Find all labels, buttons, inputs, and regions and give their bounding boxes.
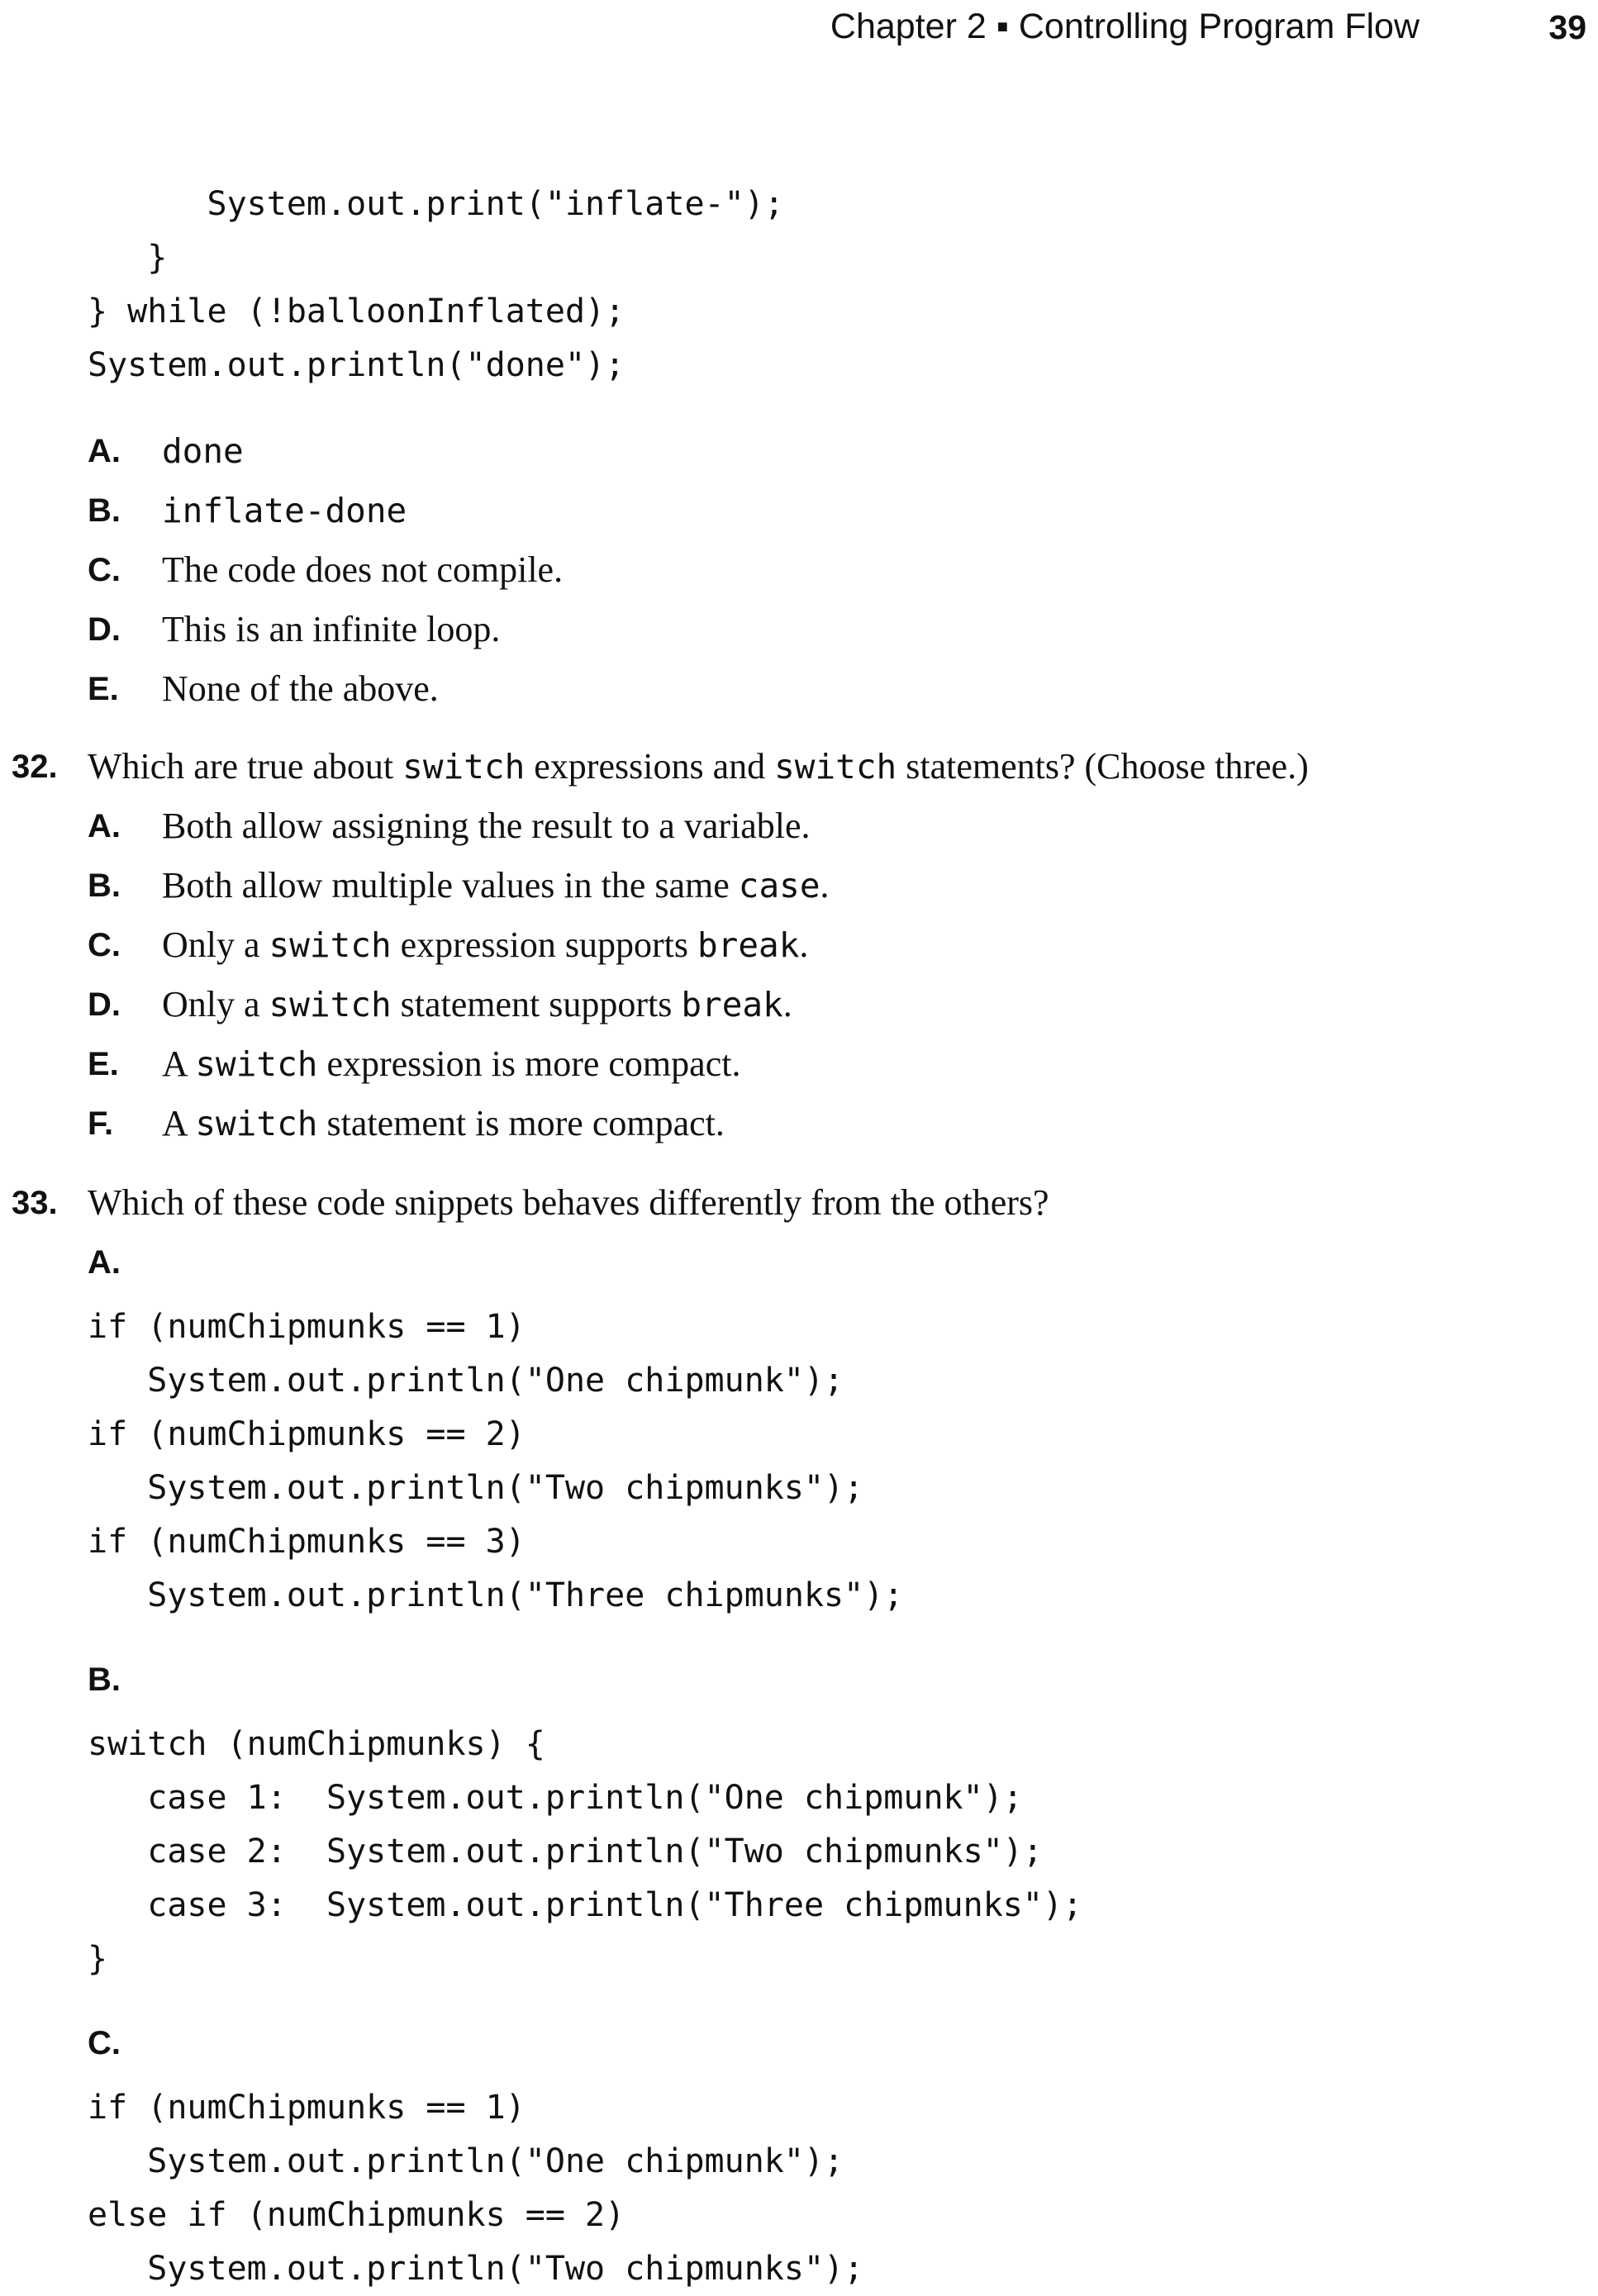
option-text	[162, 975, 792, 1034]
option-code: case	[738, 866, 820, 906]
option-text	[162, 1094, 725, 1153]
q33-snippet-a-label: A.	[88, 1244, 121, 1281]
option-letter: E.	[88, 1046, 119, 1082]
option-text-part: Only a	[162, 984, 269, 1024]
option-text-part: .	[782, 984, 792, 1024]
option-text-part: Both allow assigning the result to a variable.	[162, 806, 811, 846]
option-text-part: expression supports	[391, 925, 697, 965]
option-code: switch	[195, 1044, 318, 1084]
q33-question: Which of these code snippets behaves differently from the others?	[88, 1182, 1049, 1223]
option-letter: A.	[88, 808, 121, 844]
option-text: This is an infinite loop.	[162, 609, 501, 649]
q33-snippet-b-code: switch (numChipmunks) { case 1: System.out.println("One chipmunk"); case 2: System.out.println("Two chipmunks"); case 3: System.out.println("Three chipmunks"); }	[88, 1725, 1083, 1978]
option-letter: F.	[88, 1105, 114, 1142]
option-code: switch	[269, 925, 392, 965]
q33-snippet-c-label: C.	[88, 2025, 121, 2061]
q32-question-part: expressions and	[525, 746, 775, 787]
option-letter: B.	[88, 868, 121, 904]
option-code: switch	[269, 985, 392, 1024]
option-text	[162, 796, 811, 856]
option-letter: D.	[88, 611, 121, 648]
option-text-part: statement supports	[391, 984, 682, 1024]
q32-question	[88, 737, 1309, 796]
q33-snippet-c-code: if (numChipmunks == 1) System.out.println("One chipmunk"); else if (numChipmunks == 2) System.out.println("Two chipmunks");	[88, 2089, 864, 2288]
option-text-part: .	[799, 925, 809, 965]
option-text	[162, 856, 830, 915]
chapter-title: Chapter 2 ▪ Controlling Program Flow	[830, 7, 1420, 46]
option-letter: A.	[88, 433, 121, 469]
option-letter: C.	[88, 552, 121, 588]
option-letter: B.	[88, 492, 121, 529]
option-text-part: Both allow multiple values in the same	[162, 865, 739, 906]
q32-question-part: Which are true about	[88, 746, 403, 787]
option-text-part: A	[162, 1103, 196, 1143]
option-code: switch	[195, 1104, 318, 1143]
page-number: 39	[1548, 8, 1586, 46]
option-letter: C.	[88, 927, 121, 963]
q32-question-part: statements? (Choose three.)	[896, 746, 1309, 787]
q31-code-snippet: System.out.print("inflate-"); } } while (!balloonInflated); System.out.println("done");	[88, 185, 784, 384]
q32-number: 32.	[12, 749, 58, 785]
option-letter: D.	[88, 986, 121, 1023]
option-text: done	[162, 431, 244, 471]
q33-number: 33.	[12, 1185, 58, 1221]
q32-question-code: switch	[774, 747, 897, 787]
option-text-part: .	[820, 865, 830, 906]
option-text-part: Only a	[162, 925, 269, 965]
option-text	[162, 1034, 740, 1094]
option-text: inflate-done	[162, 491, 407, 530]
option-text: The code does not compile.	[162, 549, 564, 590]
option-code: break	[697, 925, 800, 965]
q32-question-code: switch	[402, 747, 526, 787]
option-text-part: A	[162, 1043, 196, 1084]
option-code: break	[681, 985, 783, 1024]
option-text-part: statement is more compact.	[317, 1103, 725, 1143]
running-header	[0, 7, 1598, 56]
option-letter: E.	[88, 671, 119, 707]
q33-snippet-b-label: B.	[88, 1661, 121, 1698]
option-text	[162, 915, 808, 975]
option-text: None of the above.	[162, 668, 439, 709]
option-text-part: expression is more compact.	[317, 1043, 741, 1084]
q33-snippet-a-code: if (numChipmunks == 1) System.out.println("One chipmunk"); if (numChipmunks == 2) System.out.println("Two chipmunks"); if (numChipmunks == 3) System.out.println("Three chipmunks");	[88, 1308, 904, 1614]
